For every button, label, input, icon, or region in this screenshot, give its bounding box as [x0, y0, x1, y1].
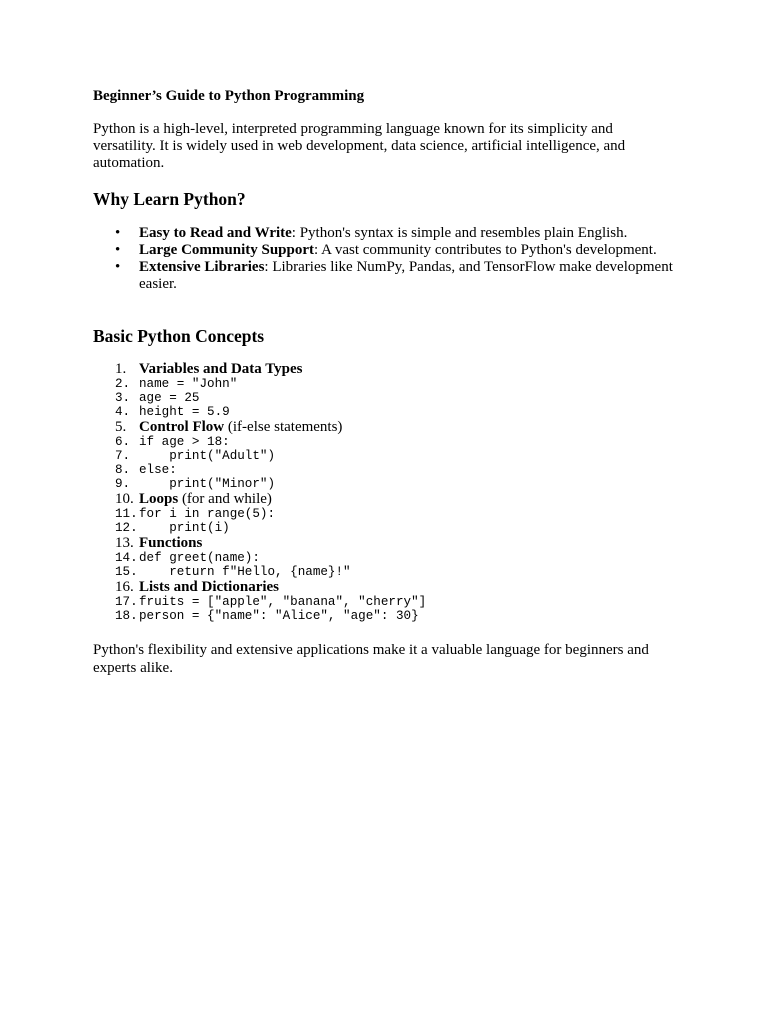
code-line [93, 377, 683, 391]
item-bold: Control Flow [139, 419, 225, 435]
item-bold: Loops [139, 491, 179, 507]
list-item [93, 419, 683, 435]
code-text: return f"Hello, {name}!" [139, 565, 351, 579]
closing-paragraph: Python's flexibility and extensive applications make it a valuable language for beginners and experts alike. [93, 642, 649, 676]
code-line [93, 435, 683, 449]
item-number: 1. [115, 361, 127, 377]
item-number: 9. [115, 477, 131, 491]
intro-paragraph: Python is a high-level, interpreted programming language known for its simplicity and versatility. It is widely used in web development, data science, artificial intelligence, and automation. [93, 121, 626, 171]
item-number: 8. [115, 463, 131, 477]
code-text: for i in range(5): [139, 507, 276, 521]
why-learn-heading: Why Learn Python? [93, 189, 246, 209]
code-line [93, 565, 683, 579]
code-line [93, 609, 683, 623]
bullet-text: : A vast community contributes to Python's development. [314, 242, 657, 258]
code-text: fruits = ["apple", "banana", "cherry"] [139, 595, 427, 609]
document-title: Beginner’s Guide to Python Programming [93, 88, 365, 104]
code-line [93, 521, 683, 535]
code-line [93, 477, 683, 491]
code-text: else: [139, 463, 177, 477]
item-number: 13. [115, 535, 134, 551]
code-line [93, 551, 683, 565]
item-number: 4. [115, 405, 131, 419]
item-number: 17. [115, 595, 138, 609]
item-number: 5. [115, 419, 127, 435]
item-number: 3. [115, 391, 131, 405]
item-text: (for and while) [178, 491, 272, 507]
bullet-item [93, 259, 683, 293]
code-text: person = {"name": "Alice", "age": 30} [139, 609, 419, 623]
bullet-item [93, 225, 683, 242]
bullet-icon: • [115, 225, 121, 241]
item-number: 16. [115, 579, 134, 595]
item-number: 10. [115, 491, 134, 507]
why-learn-list [93, 225, 683, 293]
bullet-text: : Python's syntax is simple and resembles plain English. [291, 225, 628, 241]
bullet-icon: • [115, 242, 121, 258]
list-item [93, 361, 683, 377]
list-item [93, 535, 683, 551]
code-text: print("Minor") [139, 477, 276, 491]
code-text: print("Adult") [139, 449, 276, 463]
item-bold: Lists and Dictionaries [139, 579, 280, 595]
basic-concepts-heading: Basic Python Concepts [93, 326, 265, 346]
code-text: def greet(name): [139, 551, 260, 565]
item-text: (if-else statements) [224, 419, 343, 435]
item-number: 6. [115, 435, 131, 449]
item-bold: Functions [139, 535, 203, 551]
bullet-text: : Libraries like NumPy, Pandas, and TensorFlow make development easier. [139, 259, 673, 292]
code-line [93, 405, 683, 419]
code-line [93, 391, 683, 405]
bullet-bold: Large Community Support [139, 242, 315, 258]
item-number: 12. [115, 521, 138, 535]
concepts-numbered-list [93, 361, 683, 623]
code-line [93, 449, 683, 463]
code-line [93, 507, 683, 521]
list-item [93, 491, 683, 507]
item-number: 2. [115, 377, 131, 391]
bullet-item [93, 242, 683, 259]
code-text: height = 5.9 [139, 405, 230, 419]
code-text: age = 25 [139, 391, 200, 405]
bullet-bold: Extensive Libraries [139, 259, 265, 275]
code-text: if age > 18: [139, 435, 230, 449]
code-line [93, 463, 683, 477]
item-number: 14. [115, 551, 138, 565]
code-line [93, 595, 683, 609]
bullet-bold: Easy to Read and Write [139, 225, 292, 241]
code-text: name = "John" [139, 377, 238, 391]
item-number: 7. [115, 449, 131, 463]
item-number: 15. [115, 565, 138, 579]
item-number: 11. [115, 507, 138, 521]
code-text: print(i) [139, 521, 230, 535]
list-item [93, 579, 683, 595]
bullet-icon: • [115, 259, 121, 275]
item-number: 18. [115, 609, 138, 623]
item-bold: Variables and Data Types [139, 361, 303, 377]
